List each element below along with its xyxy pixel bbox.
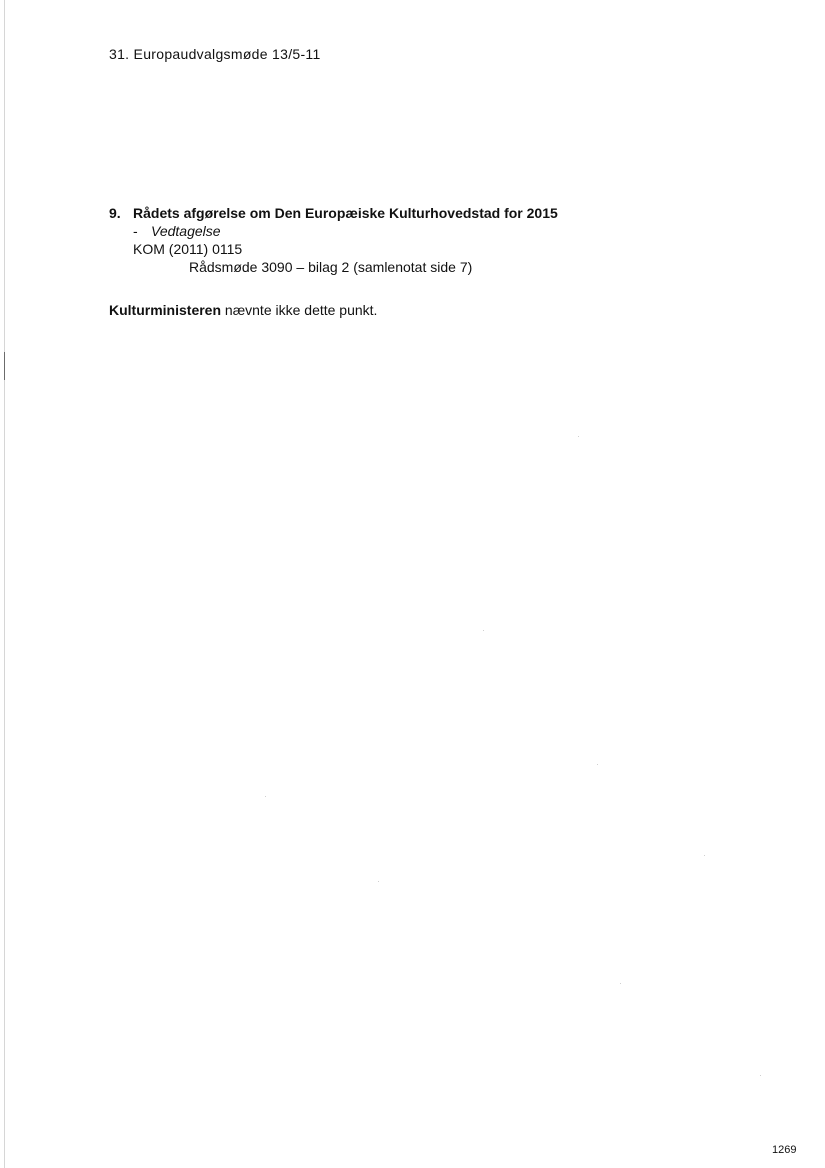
page-number: 1269 (772, 1144, 797, 1156)
agenda-item (109, 204, 709, 276)
scan-edge-line (4, 0, 5, 1168)
statement-text: nævnte ikke dette punkt. (221, 302, 378, 318)
agenda-item-status-row (133, 222, 709, 240)
minister-statement (109, 302, 377, 318)
scan-speck (578, 436, 579, 437)
scan-speck (265, 796, 266, 797)
agenda-item-status: Vedtagelse (151, 223, 221, 239)
scan-speck (620, 983, 621, 984)
scan-speck (483, 630, 484, 631)
scan-speck (378, 881, 379, 882)
meeting-header: 31. Europaudvalgsmøde 13/5-11 (109, 46, 321, 62)
agenda-item-number: 9. (109, 205, 121, 221)
agenda-item-title-row (109, 204, 709, 222)
com-reference: KOM (2011) 0115 (133, 241, 243, 257)
council-reference: Rådsmøde 3090 – bilag 2 (samlenotat side 7) (189, 259, 473, 275)
agenda-item-title: Rådets afgørelse om Den Europæiske Kulturhovedstad for 2015 (133, 205, 558, 221)
scan-edge-mark (4, 352, 5, 380)
status-dash: - (133, 223, 138, 239)
scan-speck (704, 855, 705, 856)
speaker-name: Kulturministeren (109, 302, 222, 318)
scan-speck (760, 1075, 761, 1076)
scan-speck (597, 764, 598, 765)
